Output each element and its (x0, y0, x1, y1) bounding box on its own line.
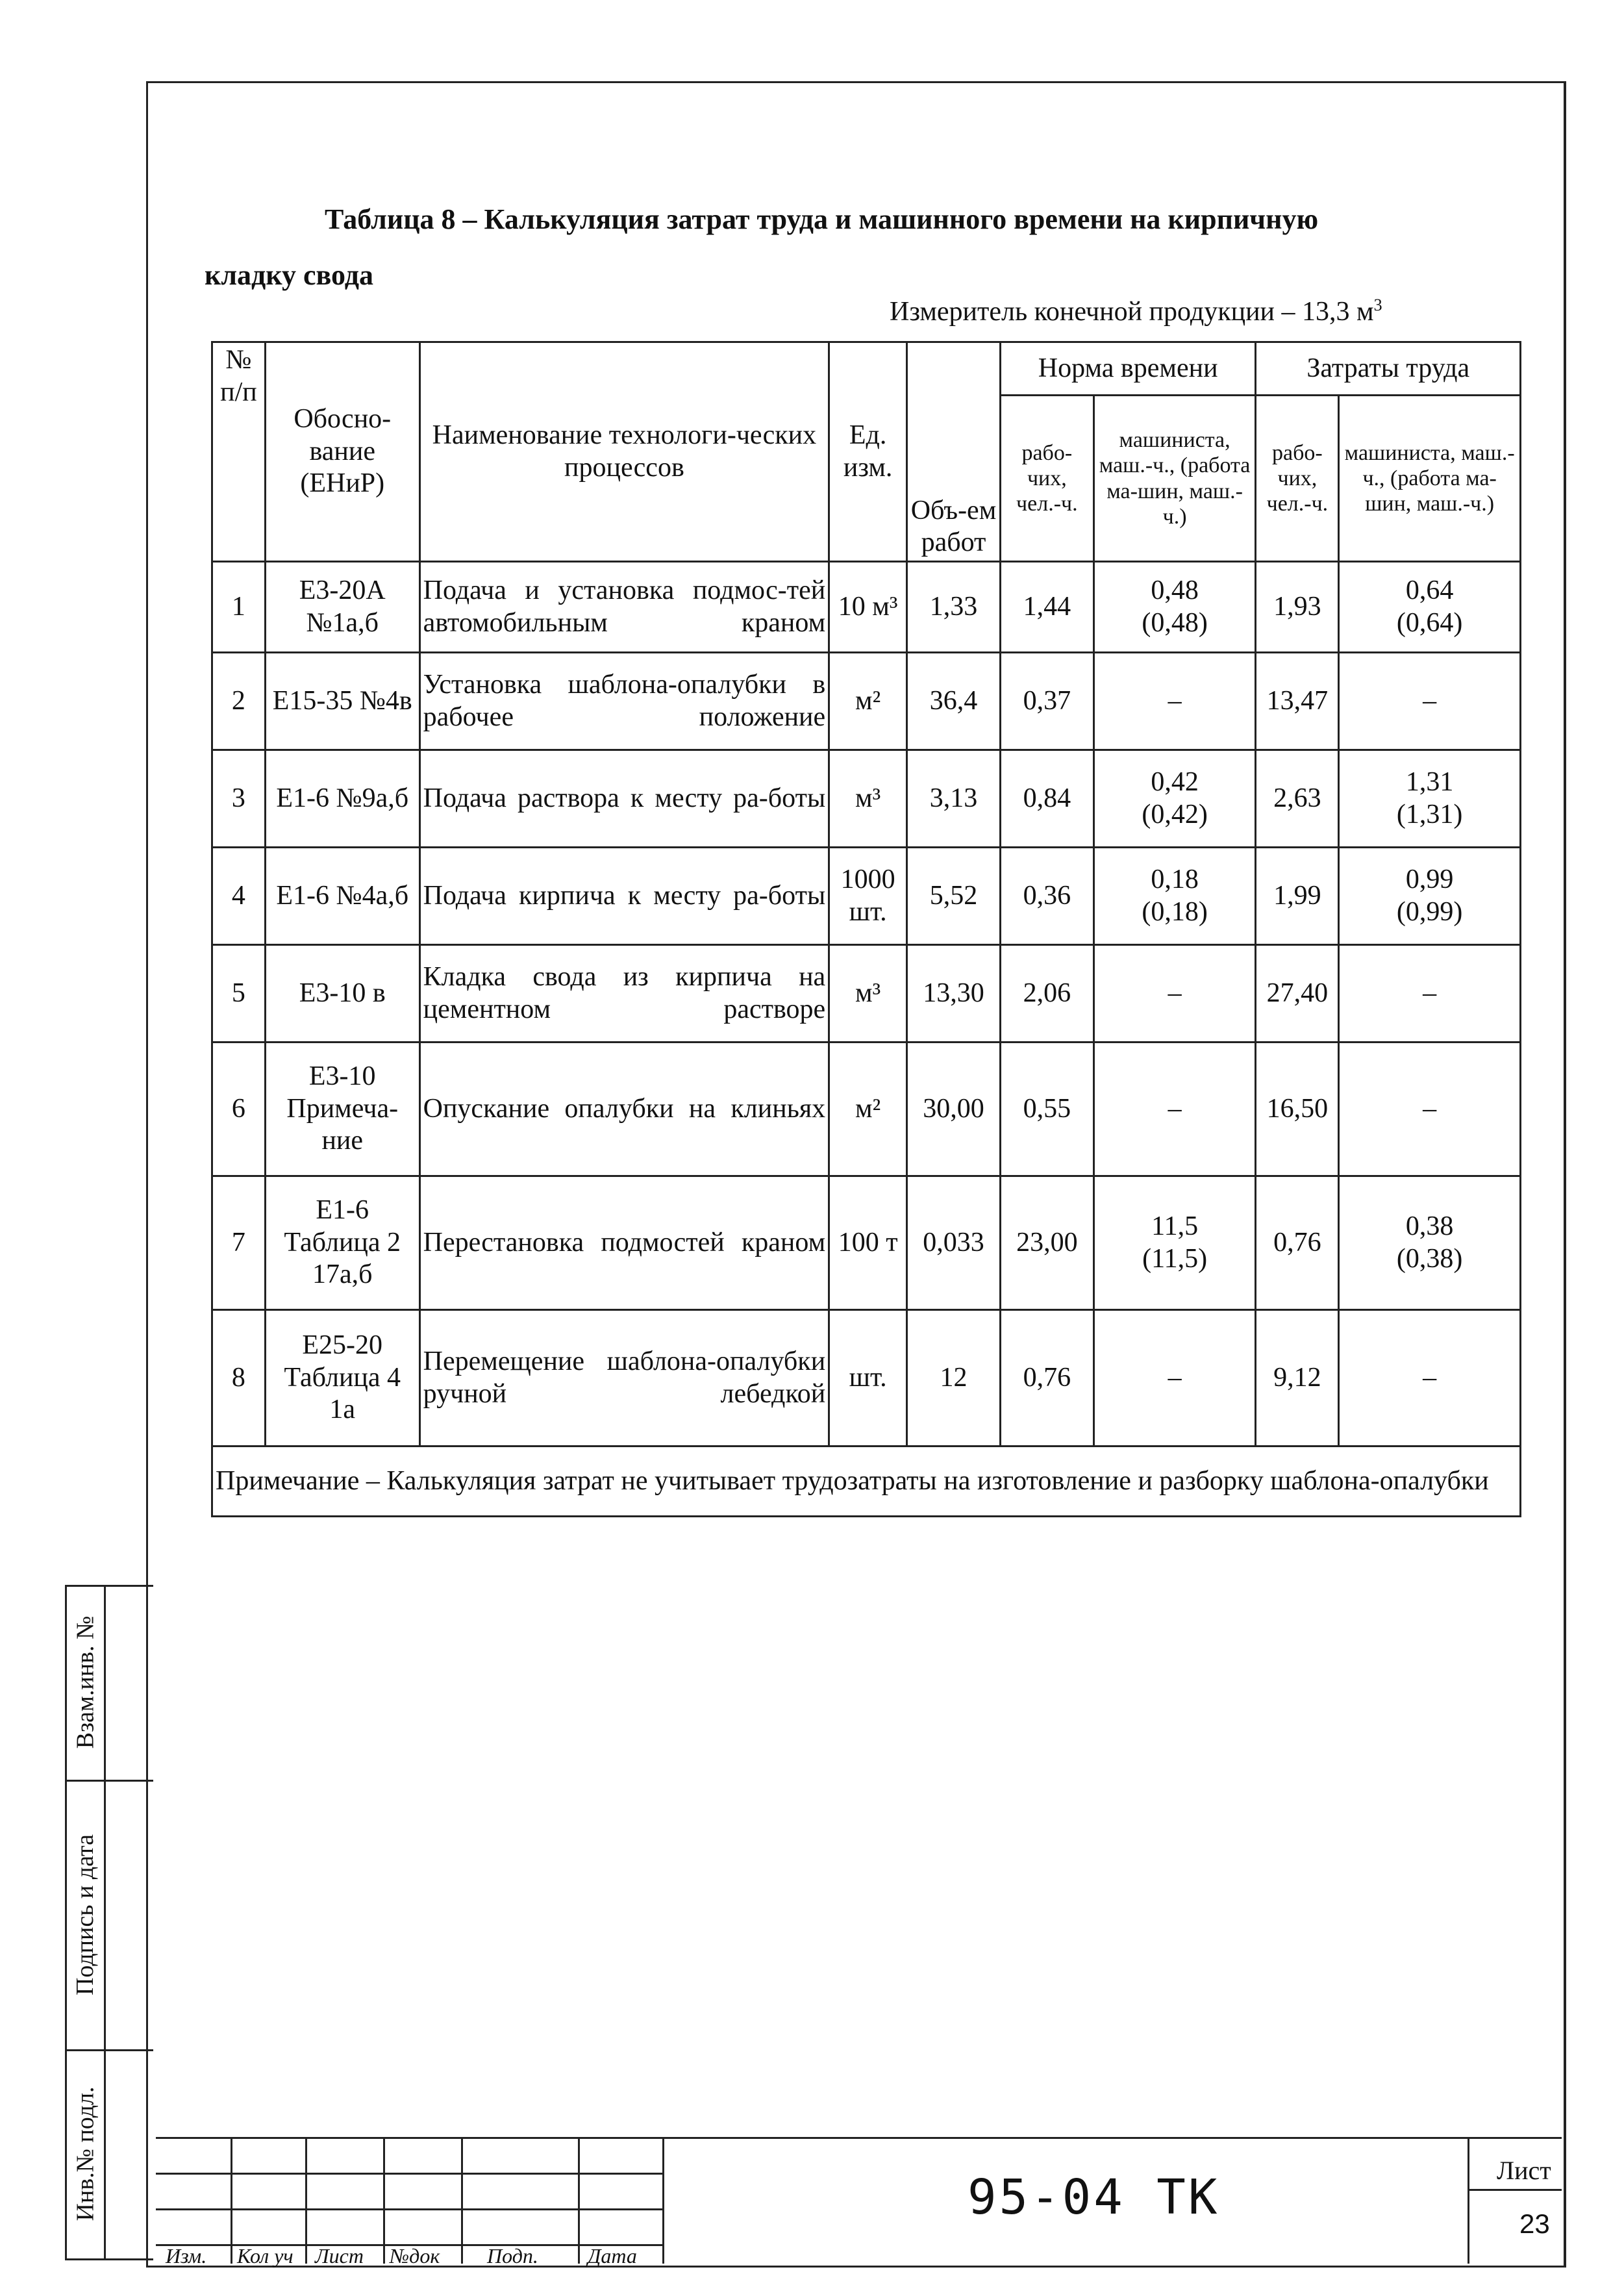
row-norm-machinist (1093, 945, 1256, 1042)
measure-unit: Измеритель конечной продукции – 13,3 $м^3$ (890, 296, 1382, 327)
tb-label-list: Лист (315, 2244, 364, 2268)
table-row (212, 1310, 1521, 1447)
row-cost-workers: 27,40 (1256, 945, 1339, 1042)
row-cost-machinist (1339, 1042, 1521, 1176)
row-unit: м² (829, 1042, 907, 1176)
row-volume: 0,033 (907, 1176, 1001, 1310)
row-cost-machinist-value: – (1423, 685, 1437, 716)
row-norm-workers: 0,84 (1000, 750, 1093, 848)
inv-no-label: Инв.№ подл. (71, 2086, 99, 2221)
row-volume: 1,33 (907, 562, 1001, 653)
row-unit: шт. (829, 1310, 907, 1447)
table-body (212, 562, 1521, 1447)
row-num: 3 (212, 750, 266, 848)
table-note: Примечание – Калькуляция затрат не учитывает трудозатраты на изготовление и разборку шаблона-опалубки (212, 1447, 1521, 1517)
row-volume: 36,4 (907, 653, 1001, 750)
table-row (212, 653, 1521, 750)
tb-label-izm: Изм. (166, 2244, 207, 2268)
row-unit: 100 т (829, 1176, 907, 1310)
row-cost-machinist (1339, 848, 1521, 945)
row-name: Перестановка подмостей краном (419, 1176, 829, 1310)
row-num: 1 (212, 562, 266, 653)
table-row (212, 1176, 1521, 1310)
row-norm-workers: 0,76 (1000, 1310, 1093, 1447)
row-basis: Е3-10 Примеча-ние (265, 1042, 419, 1176)
row-cost-machinist-value: 0,38 (1405, 1211, 1454, 1241)
row-volume: 30,00 (907, 1042, 1001, 1176)
header-cost-workers: рабо-чих, чел.-ч. (1256, 396, 1339, 562)
row-norm-workers: 23,00 (1000, 1176, 1093, 1310)
document-code: 95-04 ТК (968, 2169, 1220, 2225)
row-unit: м² (829, 653, 907, 750)
row-cost-workers: 1,93 (1256, 562, 1339, 653)
row-norm-machinist (1093, 848, 1256, 945)
table-row (212, 848, 1521, 945)
row-volume: 13,30 (907, 945, 1001, 1042)
row-num: 8 (212, 1310, 266, 1447)
table-row (212, 562, 1521, 653)
row-basis: Е3-20А №1а,б (265, 562, 419, 653)
tb-label-sign: Подп. (487, 2244, 538, 2268)
row-norm-machinist-value: – (1168, 685, 1182, 716)
row-cost-machinist-value: 1,31 (1405, 766, 1454, 797)
header-norm-workers: рабо-чих, чел.-ч. (1000, 396, 1093, 562)
title-line-1: Таблица 8 – Калькуляция затрат труда и машинного времени на кирпичную (325, 203, 1319, 235)
row-name: Перемещение шаблона-опалубки ручной лебедкой (419, 1310, 829, 1447)
row-norm-workers: 0,37 (1000, 653, 1093, 750)
header-name: Наименование технологи-ческих процессов (419, 342, 829, 562)
row-norm-machinist-value: 0,18 (1151, 864, 1199, 894)
row-norm-machinist-value: – (1168, 1093, 1182, 1124)
row-norm-machinist (1093, 1310, 1256, 1447)
row-name: Подача и установка подмос-тей автомобильным краном (419, 562, 829, 653)
row-cost-machinist-value: 0,64 (1405, 575, 1454, 605)
row-cost-workers: 2,63 (1256, 750, 1339, 848)
row-basis: Е1-6 №9а,б (265, 750, 419, 848)
row-cost-workers: 1,99 (1256, 848, 1339, 945)
side-stamp (65, 1585, 156, 2260)
row-norm-machinist (1093, 1176, 1256, 1310)
row-basis: Е15-35 №4в (265, 653, 419, 750)
header-cost-machinist: машиниста, маш.-ч., (работа ма-шин, маш.-ч.) (1339, 396, 1521, 562)
row-norm-machinist-machine-value: (0,48) (1142, 607, 1208, 638)
row-cost-machinist (1339, 945, 1521, 1042)
tb-label-doc: №док (390, 2244, 440, 2268)
header-norm: Норма времени (1000, 342, 1256, 396)
row-unit: 10 м³ (829, 562, 907, 653)
row-basis: Е1-6 Таблица 2 17а,б (265, 1176, 419, 1310)
row-num: 6 (212, 1042, 266, 1176)
row-num: 5 (212, 945, 266, 1042)
row-cost-machinist (1339, 750, 1521, 848)
row-norm-machinist-value: – (1168, 1362, 1182, 1393)
row-unit: 1000 шт. (829, 848, 907, 945)
tb-label-kol: Кол уч (237, 2244, 294, 2268)
row-norm-machinist (1093, 562, 1256, 653)
row-norm-machinist (1093, 1042, 1256, 1176)
table-row (212, 750, 1521, 848)
row-cost-machinist-value: – (1423, 1093, 1437, 1124)
header-cost: Затраты труда (1256, 342, 1521, 396)
header-basis: Обосно-вание (ЕНиР) (265, 342, 419, 562)
table-row (212, 1042, 1521, 1176)
row-norm-workers: 0,36 (1000, 848, 1093, 945)
row-norm-machinist-value: 0,42 (1151, 766, 1199, 797)
row-name: Кладка свода из кирпича на цементном растворе (419, 945, 829, 1042)
row-name: Подача раствора к месту ра-боты (419, 750, 829, 848)
row-name: Подача кирпича к месту ра-боты (419, 848, 829, 945)
row-cost-machinist-value: – (1423, 1362, 1437, 1393)
calculation-table (211, 341, 1521, 1517)
row-basis: Е25-20 Таблица 4 1а (265, 1310, 419, 1447)
sheet-number: 23 (1519, 2208, 1550, 2239)
sheet-label: Лист (1497, 2156, 1551, 2185)
row-norm-machinist-machine-value: (11,5) (1142, 1243, 1208, 1274)
row-cost-machinist-value: – (1423, 978, 1437, 1008)
row-cost-machinist (1339, 1176, 1521, 1310)
title-line-2: кладку свода (205, 259, 374, 291)
row-norm-machinist-value: 0,48 (1151, 575, 1199, 605)
row-norm-workers: 0,55 (1000, 1042, 1093, 1176)
row-num: 7 (212, 1176, 266, 1310)
row-cost-workers: 0,76 (1256, 1176, 1339, 1310)
header-num: № п/п (212, 342, 266, 562)
row-cost-machinist-machine-value: (1,31) (1396, 799, 1463, 829)
row-name: Установка шаблона-опалубки в рабочее положение (419, 653, 829, 750)
row-cost-machinist-machine-value: (0,64) (1396, 607, 1463, 638)
row-volume: 12 (907, 1310, 1001, 1447)
row-unit: м³ (829, 750, 907, 848)
row-norm-machinist (1093, 653, 1256, 750)
row-cost-machinist-value: 0,99 (1405, 864, 1454, 894)
row-volume: 3,13 (907, 750, 1001, 848)
table-row (212, 945, 1521, 1042)
row-norm-machinist-value: – (1168, 978, 1182, 1008)
row-cost-machinist (1339, 653, 1521, 750)
row-basis: Е1-6 №4а,б (265, 848, 419, 945)
row-norm-workers: 2,06 (1000, 945, 1093, 1042)
row-cost-machinist-machine-value: (0,99) (1396, 896, 1463, 927)
row-norm-workers: 1,44 (1000, 562, 1093, 653)
replace-inv-label: Взам.инв. № (71, 1615, 99, 1749)
header-norm-machinist: машиниста, маш.-ч., (работа ма-шин, маш.-ч.) (1093, 396, 1256, 562)
row-num: 4 (212, 848, 266, 945)
row-cost-workers: 13,47 (1256, 653, 1339, 750)
header-unit: Ед. изм. (829, 342, 907, 562)
row-basis: Е3-10 в (265, 945, 419, 1042)
row-cost-machinist-machine-value: (0,38) (1396, 1243, 1463, 1274)
row-name: Опускание опалубки на клиньях (419, 1042, 829, 1176)
row-norm-machinist-machine-value: (0,18) (1142, 896, 1208, 927)
row-norm-machinist (1093, 750, 1256, 848)
row-cost-machinist (1339, 562, 1521, 653)
header-volume: Объ-ем работ (907, 342, 1001, 562)
row-norm-machinist-value: 11,5 (1151, 1211, 1199, 1241)
row-volume: 5,52 (907, 848, 1001, 945)
row-cost-workers: 9,12 (1256, 1310, 1339, 1447)
tb-label-date: Дата (588, 2244, 637, 2268)
table-title (205, 192, 1519, 303)
row-norm-machinist-machine-value: (0,42) (1142, 799, 1208, 829)
row-unit: м³ (829, 945, 907, 1042)
row-cost-machinist (1339, 1310, 1521, 1447)
row-num: 2 (212, 653, 266, 750)
row-cost-workers: 16,50 (1256, 1042, 1339, 1176)
signature-date-label: Подпись и дата (71, 1834, 99, 1995)
